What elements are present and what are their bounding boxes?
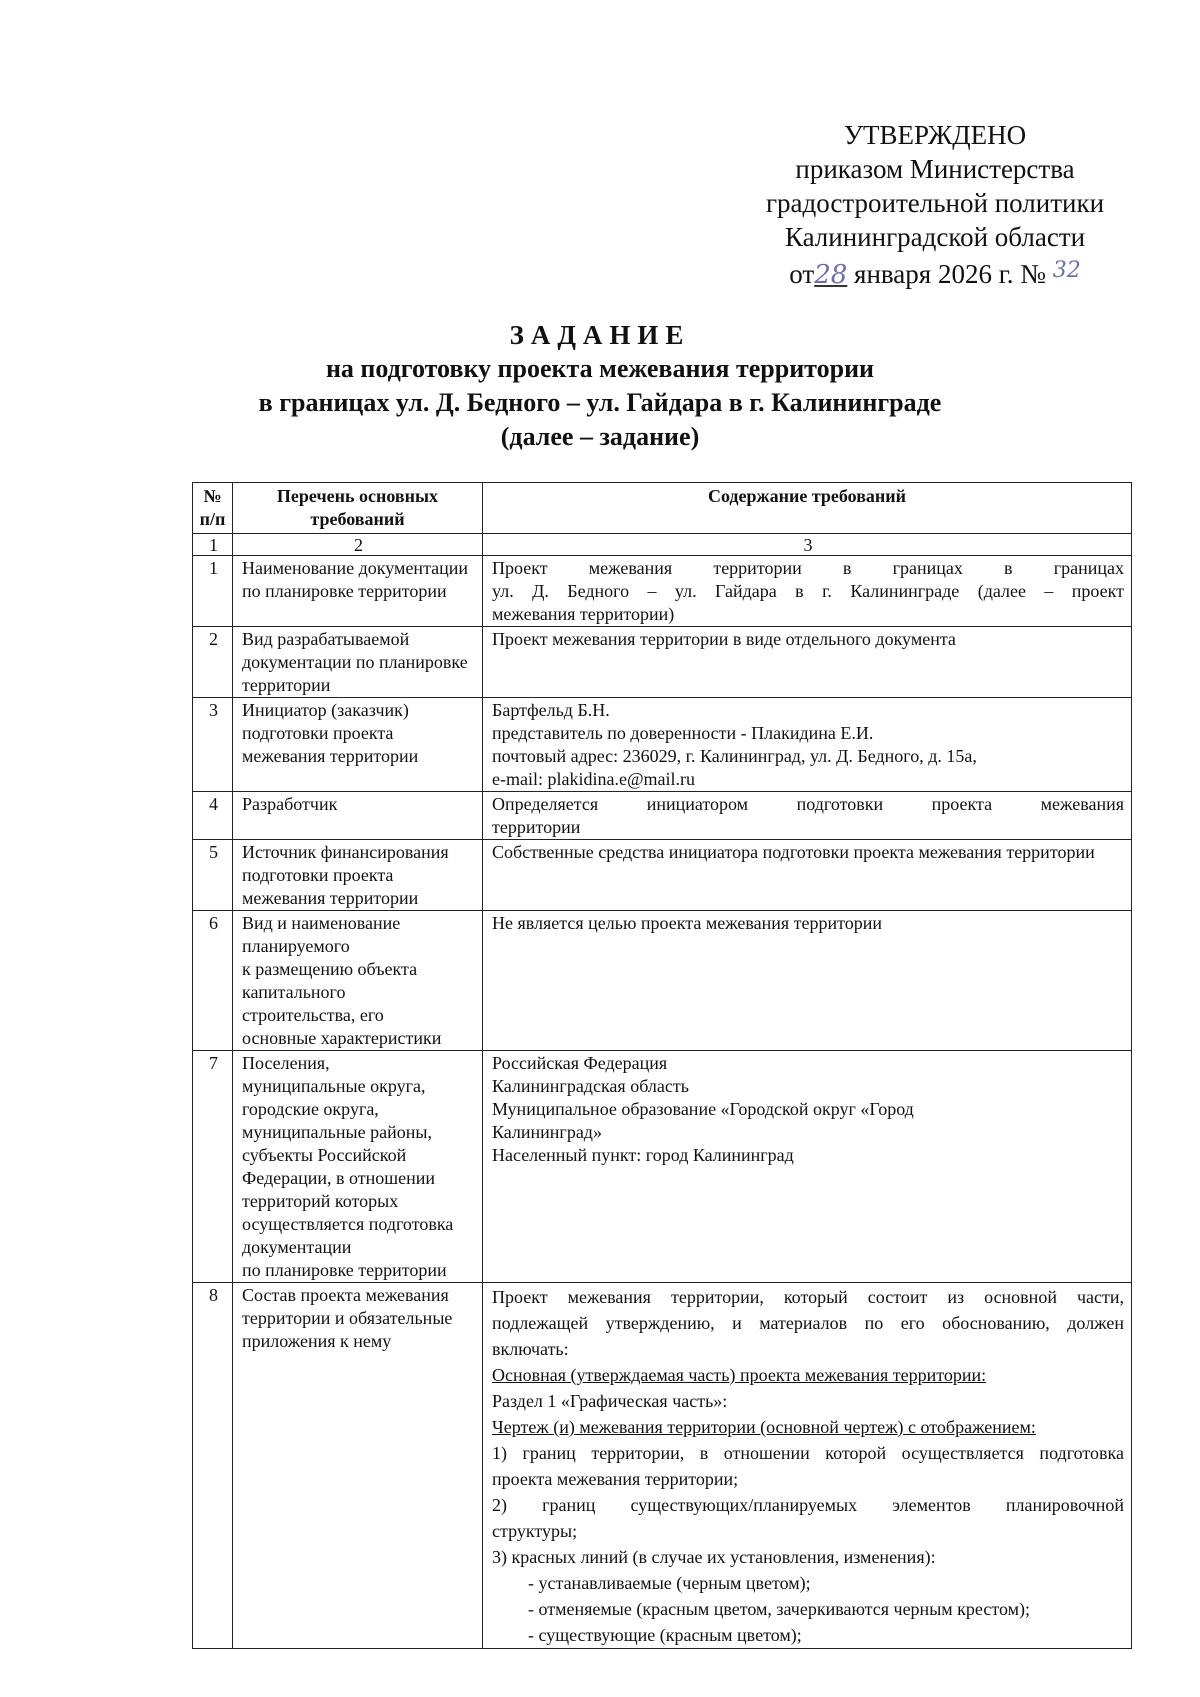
row-content <box>483 1051 1132 1283</box>
requirement-line: территорий которых <box>242 1191 399 1211</box>
requirement-line: муниципальные округа, <box>242 1076 426 1096</box>
requirement-line: к размещению объекта <box>242 959 418 979</box>
row-requirement: Наименование документации по планировке территории <box>233 556 483 627</box>
approval-ministry-line: градостроительной политики <box>765 188 1105 218</box>
content-line: подлежащей утверждению, и материалов по его обоснованию, должен <box>492 1313 1124 1333</box>
header-requirement: Перечень основных требований <box>233 483 483 534</box>
section-heading-drawings: Чертеж (и) межевания территории (основной чертеж) с отображением: <box>492 1417 1036 1437</box>
column-number-3: 3 <box>483 534 1132 556</box>
content-line: Муниципальное образование «Городской округ «Город <box>492 1099 914 1119</box>
approval-date-rest: января 2026 г. № <box>854 259 1046 289</box>
table-row <box>193 556 1132 627</box>
approval-title: УТВЕРЖДЕНО <box>843 120 1027 150</box>
content-line: 1) границ территории, в отношении которой осуществляется подготовка <box>492 1443 1124 1463</box>
requirement-line: осуществляется подготовка <box>242 1214 454 1234</box>
row-content: Собственные средства инициатора подготовки проекта межевания территории <box>483 840 1132 911</box>
header-number: № п/п <box>193 483 233 534</box>
content-line: структуры; <box>492 1521 578 1541</box>
row-requirement: Вид разрабатываемой документации по планировке территории <box>233 627 483 698</box>
content-line: Калининград» <box>492 1122 602 1142</box>
table-row <box>193 1283 1132 1649</box>
row-number: 3 <box>193 698 233 792</box>
table-row <box>193 911 1132 1051</box>
requirement-line: капитального <box>242 982 346 1002</box>
row-number: 8 <box>193 1283 233 1649</box>
row-requirement: Источник финансирования подготовки проекта межевания территории <box>233 840 483 911</box>
content-line: Проект межевания территории в границах в границах <box>492 558 1124 578</box>
content-line: 2) границ существующих/планируемых элементов планировочной <box>492 1495 1124 1515</box>
requirement-line: строительства, его <box>242 1005 384 1025</box>
requirement-line: планируемого <box>242 936 350 956</box>
content-line: включать: <box>492 1339 569 1359</box>
approval-region-line: Калининградской области <box>784 222 1086 252</box>
column-number-2: 2 <box>233 534 483 556</box>
approval-date-prefix: от <box>789 259 815 289</box>
content-line: Определяется инициатором подготовки проекта межевания <box>492 794 1124 814</box>
row-content <box>483 698 1132 792</box>
approval-date-line <box>745 254 1125 292</box>
content-line: Населенный пункт: город Калининград <box>492 1145 794 1165</box>
requirement-line: Федерации, в отношении <box>242 1168 436 1188</box>
row-requirement: Инициатор (заказчик) подготовки проекта межевания территории <box>233 698 483 792</box>
handwritten-day: 28 <box>814 260 848 290</box>
title-main: ЗАДАНИЕ <box>509 320 691 350</box>
requirement-line: Поселения, <box>242 1053 330 1073</box>
content-line: межевания территории) <box>492 604 675 624</box>
row-requirement <box>233 1051 483 1283</box>
list-item: - устанавливаемые (черным цветом); <box>528 1573 811 1593</box>
list-item: - существующие (красным цветом); <box>528 1625 802 1645</box>
content-line: Бартфельд Б.Н. <box>492 700 610 720</box>
requirement-line: Вид и наименование <box>242 913 401 933</box>
content-line: Проект межевания территории, который состоит из основной части, <box>492 1287 1124 1307</box>
row-content <box>483 1283 1132 1649</box>
requirement-line: городские округа, <box>242 1099 379 1119</box>
content-line: территории <box>492 817 581 837</box>
title-line-3: в границах ул. Д. Бедного – ул. Гайдара в г. Калининграде <box>258 388 942 417</box>
row-content <box>483 792 1132 840</box>
list-item: - отменяемые (красным цветом, зачеркиваются черным крестом); <box>528 1599 1031 1619</box>
document-title <box>100 318 1100 454</box>
section-heading-main-part: Основная (утверждаемая часть) проекта межевания территории: <box>492 1365 987 1385</box>
title-line-2: на подготовку проекта межевания территории <box>325 354 875 383</box>
content-line: Российская Федерация <box>492 1053 668 1073</box>
row-requirement <box>233 911 483 1051</box>
row-content: Проект межевания территории в виде отдельного документа <box>483 627 1132 698</box>
requirement-line: муниципальные районы, <box>242 1122 432 1142</box>
row-number: 7 <box>193 1051 233 1283</box>
handwritten-order-number: 32 <box>1052 258 1081 283</box>
approval-order-line: приказом Министерства <box>795 154 1075 184</box>
content-line: почтовый адрес: 236029, г. Калининград, ул. Д. Бедного, д. 15а, <box>492 746 977 766</box>
content-line: представитель по доверенности - Плакидина Е.И. <box>492 723 874 743</box>
row-number: 5 <box>193 840 233 911</box>
table-row <box>193 840 1132 911</box>
row-requirement: Состав проекта межевания территории и обязательные приложения к нему <box>233 1283 483 1649</box>
row-requirement: Разработчик <box>233 792 483 840</box>
table-row <box>193 1051 1132 1283</box>
row-content <box>483 556 1132 627</box>
column-number-row <box>193 534 1132 556</box>
approval-block <box>745 118 1125 292</box>
column-number-1: 1 <box>193 534 233 556</box>
content-line: e-mail: plakidina.e@mail.ru <box>492 769 696 789</box>
requirement-line: субъекты Российской <box>242 1145 407 1165</box>
section-heading-graphic: Раздел 1 «Графическая часть»: <box>492 1391 728 1411</box>
requirement-line: по планировке территории <box>242 1260 447 1280</box>
title-line-4: (далее – задание) <box>500 422 700 451</box>
requirement-line: основные характеристики <box>242 1028 442 1048</box>
table-row <box>193 698 1132 792</box>
row-number: 2 <box>193 627 233 698</box>
content-line: ул. Д. Бедного – ул. Гайдара в г. Калининграде (далее – проект <box>492 581 1124 601</box>
header-content: Содержание требований <box>483 483 1132 534</box>
row-number: 6 <box>193 911 233 1051</box>
requirement-line: документации <box>242 1237 352 1257</box>
table-row <box>193 792 1132 840</box>
table-row <box>193 627 1132 698</box>
content-line: проекта межевания территории; <box>492 1469 739 1489</box>
row-number: 1 <box>193 556 233 627</box>
row-content: Не является целью проекта межевания территории <box>483 911 1132 1051</box>
table-header-row <box>193 483 1132 534</box>
content-line: Калининградская область <box>492 1076 689 1096</box>
content-line: 3) красных линий (в случае их установления, изменения): <box>492 1547 936 1567</box>
row-number: 4 <box>193 792 233 840</box>
requirements-table <box>192 482 1132 1649</box>
